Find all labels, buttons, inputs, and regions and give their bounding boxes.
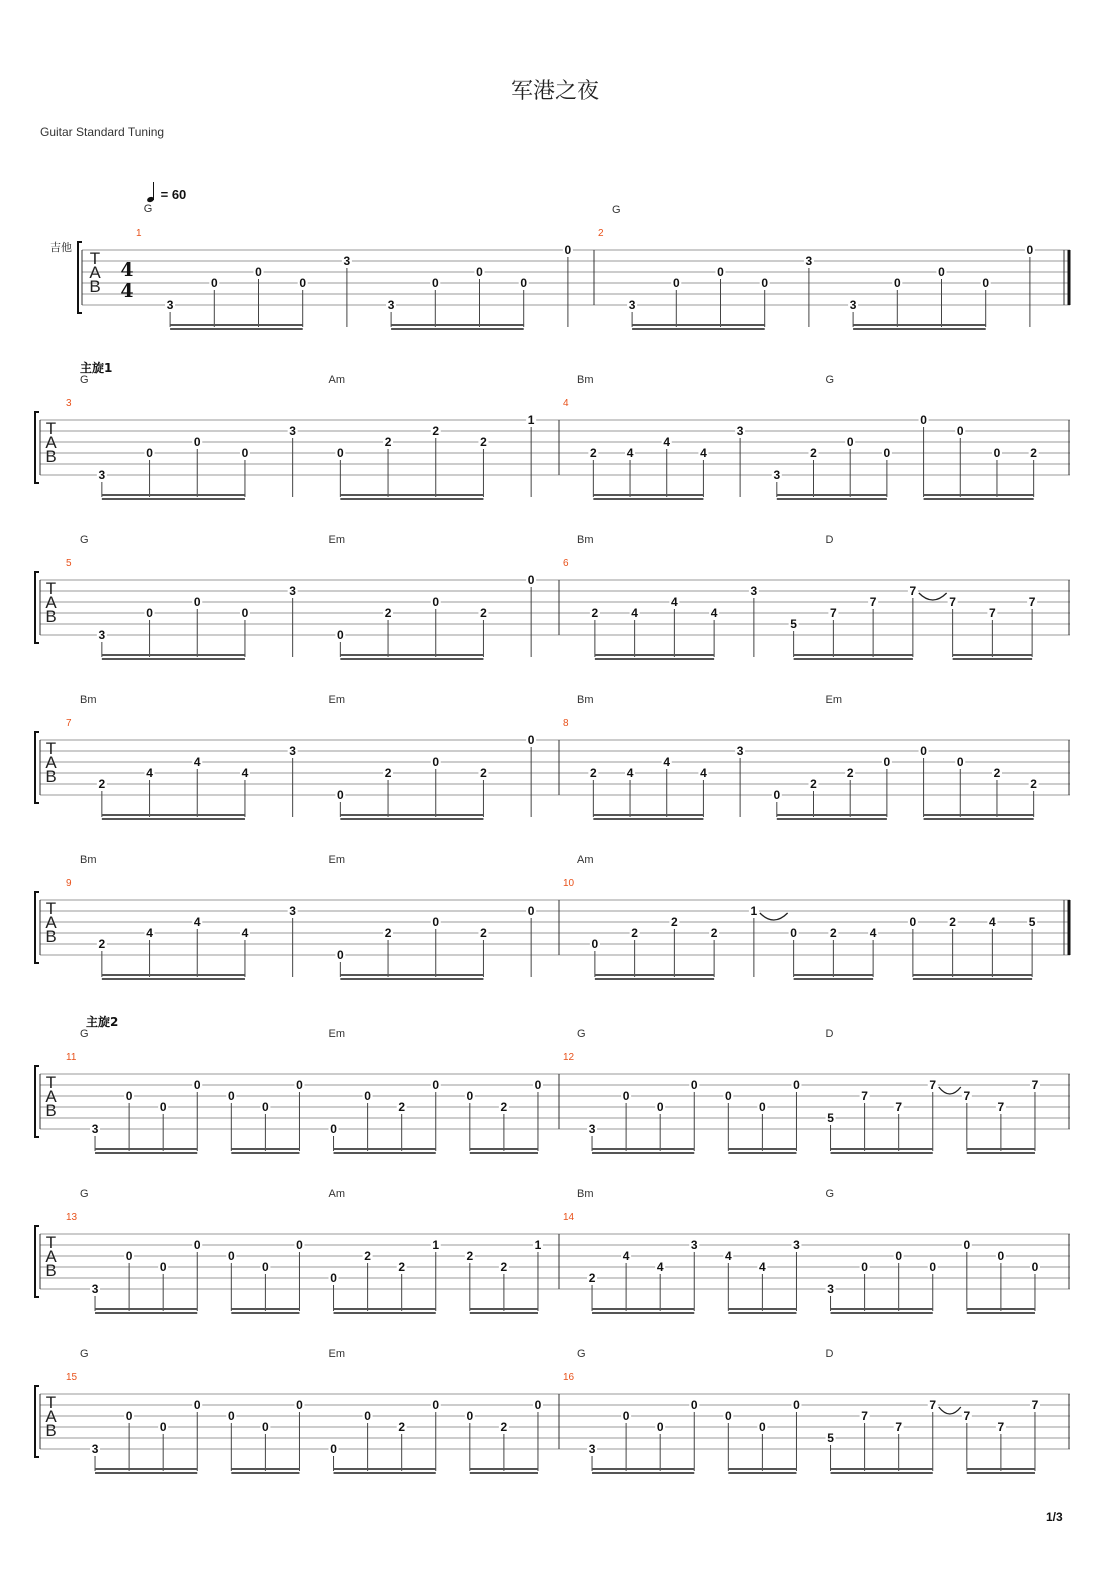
fret-number: 3 (736, 744, 744, 758)
chord-symbol: Em (328, 1348, 345, 1360)
fret-number: 0 (883, 755, 891, 769)
fret-number: 2 (846, 766, 854, 780)
fret-number: 0 (759, 1100, 766, 1114)
chord-symbol: G (612, 204, 621, 216)
fret-number: 3 (91, 1442, 99, 1456)
fret-number: 0 (527, 904, 535, 918)
tab-clef-letter: A (45, 433, 57, 452)
fret-number: 2 (830, 926, 837, 940)
fret-number: 0 (527, 733, 535, 747)
fret-number: 4 (626, 446, 634, 460)
measure-number: 10 (563, 878, 575, 889)
chord-symbol: Em (328, 534, 345, 546)
fret-number: 0 (193, 435, 201, 449)
tab-clef-letter: A (45, 1247, 57, 1266)
fret-number: 0 (690, 1078, 698, 1092)
fret-number: 0 (262, 1100, 269, 1114)
fret-number: 1 (534, 1238, 542, 1252)
fret-number: 0 (466, 1409, 474, 1423)
tab-clef-letter: A (45, 1407, 57, 1426)
fret-number: 7 (949, 595, 956, 609)
fret-number: 0 (432, 755, 440, 769)
fret-number: 2 (480, 926, 487, 940)
fret-number: 3 (805, 254, 813, 268)
measure-number: 3 (66, 398, 72, 409)
chord-symbol: Am (577, 854, 594, 866)
fret-number: 0 (125, 1249, 133, 1263)
fret-number: 0 (193, 1398, 201, 1412)
fret-number: 0 (1026, 243, 1034, 257)
fret-number: 0 (993, 446, 1001, 460)
fret-number: 3 (849, 298, 857, 312)
chord-symbol: Bm (80, 854, 97, 866)
tie-arc (939, 1087, 961, 1094)
fret-number: 2 (500, 1420, 508, 1434)
tab-clef-letter: B (45, 1421, 57, 1440)
chord-symbol: G (80, 1028, 89, 1040)
measure-number: 13 (66, 1212, 78, 1223)
fret-number: 0 (125, 1409, 133, 1423)
fret-number: 0 (330, 1442, 337, 1456)
chord-symbol: G (825, 374, 835, 386)
chord-symbol: G (80, 534, 89, 546)
chord-symbol: Bm (577, 534, 594, 546)
fret-number: 2 (398, 1420, 406, 1434)
fret-number: 5 (790, 617, 797, 631)
fret-number: 4 (193, 755, 201, 769)
tab-clef-letter: T (45, 1233, 57, 1252)
fret-number: 7 (909, 584, 917, 598)
fret-number: 0 (893, 276, 901, 290)
measure-number: 14 (563, 1212, 575, 1223)
measure-number: 7 (66, 718, 72, 729)
tab-clef-letter: B (45, 927, 57, 946)
system-bracket (35, 412, 39, 483)
fret-number: 0 (296, 1398, 303, 1412)
fret-number: 0 (159, 1420, 167, 1434)
fret-number: 4 (671, 595, 678, 609)
chord-symbol: D (825, 534, 834, 546)
fret-number: 0 (846, 435, 854, 449)
fret-number: 0 (909, 915, 917, 929)
fret-number: 3 (289, 904, 296, 918)
fret-number: 0 (296, 1238, 303, 1252)
fret-number: 0 (690, 1398, 698, 1412)
fret-number: 0 (656, 1420, 664, 1434)
fret-number: 2 (98, 937, 106, 951)
fret-number: 0 (534, 1398, 542, 1412)
fret-number: 7 (895, 1420, 903, 1434)
fret-number: 0 (997, 1249, 1005, 1263)
chord-symbol: G (577, 1028, 586, 1040)
fret-number: 3 (289, 744, 296, 758)
fret-number: 4 (622, 1249, 630, 1263)
fret-number: 0 (591, 937, 599, 951)
fret-number: 3 (628, 298, 636, 312)
fret-number: 7 (929, 1398, 937, 1412)
fret-number: 0 (672, 276, 680, 290)
tab-clef-letter: A (45, 753, 57, 772)
chord-symbol: Bm (577, 1188, 594, 1200)
fret-number: 0 (534, 1078, 542, 1092)
measure-number: 9 (66, 878, 72, 889)
fret-number: 0 (724, 1409, 732, 1423)
fret-number: 0 (337, 628, 344, 642)
fret-number: 7 (869, 595, 877, 609)
fret-number: 0 (717, 265, 724, 279)
chord-symbol: Bm (80, 694, 97, 706)
tab-clef-letter: T (45, 1073, 57, 1092)
fret-number: 2 (590, 446, 597, 460)
tab-clef-letter: T (45, 1393, 57, 1412)
fret-number: 0 (227, 1089, 235, 1103)
fret-number: 7 (963, 1089, 971, 1103)
fret-number: 3 (387, 298, 395, 312)
fret-number: 0 (895, 1249, 903, 1263)
fret-number: 0 (299, 276, 307, 290)
fret-number: 7 (861, 1409, 868, 1423)
fret-number: 0 (364, 1089, 371, 1103)
fret-number: 0 (227, 1249, 235, 1263)
fret-number: 0 (255, 265, 262, 279)
fret-number: 2 (500, 1260, 508, 1274)
chord-symbol: Am (328, 1188, 345, 1200)
fret-number: 4 (989, 915, 996, 929)
measure-number: 6 (563, 558, 569, 569)
tab-clef-letter: T (45, 419, 57, 438)
tab-clef-letter: T (89, 249, 101, 268)
fret-number: 0 (432, 1078, 440, 1092)
system-bracket (35, 892, 39, 963)
measure-number: 16 (563, 1372, 575, 1383)
tab-clef-letter: A (45, 593, 57, 612)
tempo-chord-label: G (143, 203, 153, 215)
fret-number: 2 (398, 1100, 406, 1114)
fret-number: 5 (827, 1431, 834, 1445)
fret-number: 0 (1031, 1260, 1039, 1274)
fret-number: 2 (710, 926, 718, 940)
tab-clef-letter: A (89, 263, 101, 282)
chord-symbol: D (825, 1028, 834, 1040)
fret-number: 4 (626, 766, 634, 780)
fret-number: 0 (520, 276, 528, 290)
chord-symbol: G (825, 1188, 835, 1200)
fret-number: 0 (527, 573, 535, 587)
fret-number: 0 (773, 788, 781, 802)
fret-number: 4 (146, 766, 153, 780)
fret-number: 2 (1030, 777, 1037, 791)
fret-number: 4 (241, 926, 249, 940)
fret-number: 2 (398, 1260, 406, 1274)
fret-number: 3 (98, 628, 106, 642)
tab-clef-letter: B (45, 1101, 57, 1120)
fret-number: 0 (793, 1078, 800, 1092)
tab-clef-letter: A (45, 1087, 57, 1106)
system-bracket (35, 1066, 39, 1137)
fret-number: 7 (861, 1089, 868, 1103)
fret-number: 0 (330, 1122, 337, 1136)
fret-number: 5 (827, 1111, 834, 1125)
time-signature-bottom: 4 (120, 280, 134, 302)
fret-number: 1 (432, 1238, 440, 1252)
fret-number: 0 (193, 1238, 201, 1252)
fret-number: 3 (690, 1238, 698, 1252)
measure-number: 4 (563, 398, 569, 409)
fret-number: 0 (432, 915, 440, 929)
fret-number: 3 (793, 1238, 800, 1252)
fret-number: 2 (466, 1249, 474, 1263)
fret-number: 4 (146, 926, 153, 940)
chord-symbol: D (825, 1348, 834, 1360)
chord-symbol: G (80, 374, 89, 386)
fret-number: 0 (759, 1420, 766, 1434)
time-signature-top: 4 (120, 259, 134, 281)
fret-number: 7 (1031, 1398, 1039, 1412)
fret-number: 3 (91, 1122, 99, 1136)
fret-number: 2 (480, 435, 487, 449)
fret-number: 3 (343, 254, 351, 268)
measure-number: 2 (598, 228, 604, 239)
tab-clef-letter: B (45, 1261, 57, 1280)
chord-symbol: G (577, 1348, 586, 1360)
fret-number: 0 (262, 1260, 269, 1274)
tab-clef-letter: B (45, 767, 57, 786)
fret-number: 4 (663, 435, 671, 449)
fret-number: 0 (262, 1420, 269, 1434)
fret-number: 5 (1028, 915, 1036, 929)
fret-number: 0 (883, 446, 891, 460)
fret-number: 2 (384, 926, 392, 940)
tab-clef-letter: B (89, 277, 101, 296)
measure-number: 15 (66, 1372, 78, 1383)
fret-number: 4 (663, 755, 671, 769)
system-bracket (35, 572, 39, 643)
fret-number: 1 (527, 413, 535, 427)
fret-number: 0 (241, 606, 249, 620)
fret-number: 0 (956, 424, 964, 438)
fret-number: 7 (1028, 595, 1036, 609)
fret-number: 0 (929, 1260, 937, 1274)
fret-number: 7 (963, 1409, 971, 1423)
fret-number: 2 (432, 424, 440, 438)
fret-number: 0 (793, 1398, 800, 1412)
fret-number: 0 (761, 276, 769, 290)
fret-number: 3 (773, 468, 781, 482)
fret-number: 0 (656, 1100, 664, 1114)
fret-number: 4 (710, 606, 718, 620)
tab-clef-letter: B (45, 607, 57, 626)
tuning-label: Guitar Standard Tuning (40, 125, 165, 139)
chord-symbol: Bm (577, 694, 594, 706)
fret-number: 0 (125, 1089, 133, 1103)
chord-symbol: Am (328, 374, 345, 386)
tab-clef-letter: B (45, 447, 57, 466)
fret-number: 0 (963, 1238, 971, 1252)
fret-number: 7 (895, 1100, 903, 1114)
song-title: 军港之夜 (510, 79, 599, 104)
fret-number: 0 (337, 948, 344, 962)
fret-number: 0 (337, 788, 344, 802)
fret-number: 0 (920, 413, 927, 427)
fret-number: 4 (631, 606, 638, 620)
fret-number: 2 (500, 1100, 508, 1114)
fret-number: 0 (431, 276, 439, 290)
tab-clef-letter: T (45, 899, 57, 918)
fret-number: 0 (861, 1260, 868, 1274)
instrument-name: 吉他 (50, 241, 72, 254)
fret-number: 2 (993, 766, 1001, 780)
system-bracket (78, 242, 82, 313)
tab-clef-letter: T (45, 739, 57, 758)
tab-clef-letter: A (45, 913, 57, 932)
fret-number: 0 (193, 595, 201, 609)
fret-number: 2 (384, 606, 392, 620)
measure-number: 11 (66, 1052, 77, 1063)
section-label: 主旋2 (86, 1015, 119, 1029)
page-number: 1/3 (1046, 1510, 1063, 1524)
fret-number: 2 (810, 777, 817, 791)
tempo-value: = 60 (160, 187, 187, 202)
chord-symbol: Em (328, 854, 345, 866)
fret-number: 0 (227, 1409, 235, 1423)
fret-number: 7 (997, 1420, 1005, 1434)
fret-number: 4 (724, 1249, 732, 1263)
system-bracket (35, 1226, 39, 1297)
fret-number: 0 (938, 265, 945, 279)
fret-number: 7 (989, 606, 996, 620)
fret-number: 0 (982, 276, 990, 290)
fret-number: 2 (631, 926, 638, 940)
fret-number: 0 (622, 1089, 630, 1103)
fret-number: 7 (1031, 1078, 1039, 1092)
fret-number: 3 (98, 468, 106, 482)
fret-number: 3 (91, 1282, 99, 1296)
fret-number: 2 (591, 606, 599, 620)
fret-number: 2 (949, 915, 956, 929)
fret-number: 4 (656, 1260, 664, 1274)
fret-number: 0 (330, 1271, 337, 1285)
measure-number: 12 (563, 1052, 575, 1063)
fret-number: 0 (146, 606, 153, 620)
fret-number: 3 (289, 584, 296, 598)
fret-number: 0 (724, 1089, 732, 1103)
fret-number: 2 (384, 435, 392, 449)
fret-number: 0 (193, 1078, 201, 1092)
fret-number: 0 (159, 1100, 167, 1114)
fret-number: 0 (159, 1260, 167, 1274)
chord-symbol: Em (825, 694, 842, 706)
tab-clef-letter: T (45, 579, 57, 598)
fret-number: 0 (337, 446, 344, 460)
fret-number: 4 (869, 926, 877, 940)
measure-number: 1 (136, 228, 142, 239)
fret-number: 3 (827, 1282, 834, 1296)
chord-symbol: G (80, 1348, 89, 1360)
fret-number: 0 (241, 446, 249, 460)
fret-number: 0 (432, 595, 440, 609)
fret-number: 4 (700, 766, 707, 780)
fret-number: 2 (480, 606, 487, 620)
chord-symbol: Bm (577, 374, 594, 386)
fret-number: 0 (432, 1398, 440, 1412)
fret-number: 2 (364, 1249, 371, 1263)
fret-number: 7 (929, 1078, 937, 1092)
fret-number: 1 (750, 904, 758, 918)
tie-arc (760, 913, 788, 920)
tie-arc (919, 593, 947, 600)
fret-number: 2 (480, 766, 487, 780)
fret-number: 3 (750, 584, 758, 598)
fret-number: 0 (790, 926, 797, 940)
fret-number: 4 (700, 446, 707, 460)
fret-number: 4 (193, 915, 201, 929)
system-bracket (35, 732, 39, 803)
fret-number: 0 (920, 744, 927, 758)
fret-number: 4 (759, 1260, 766, 1274)
fret-number: 7 (997, 1100, 1005, 1114)
fret-number: 0 (956, 755, 964, 769)
section-label: 主旋1 (80, 361, 113, 375)
fret-number: 0 (476, 265, 483, 279)
system-bracket (35, 1386, 39, 1457)
fret-number: 2 (98, 777, 106, 791)
fret-number: 0 (564, 243, 572, 257)
fret-number: 3 (166, 298, 174, 312)
fret-number: 3 (289, 424, 296, 438)
tie-arc (939, 1407, 961, 1414)
fret-number: 2 (590, 766, 597, 780)
fret-number: 0 (364, 1409, 371, 1423)
chord-symbol: Em (328, 694, 345, 706)
measure-number: 5 (66, 558, 72, 569)
fret-number: 0 (466, 1089, 474, 1103)
fret-number: 2 (810, 446, 817, 460)
chord-symbol: G (80, 1188, 89, 1200)
fret-number: 2 (671, 915, 678, 929)
measure-number: 8 (563, 718, 569, 729)
fret-number: 7 (830, 606, 837, 620)
fret-number: 0 (296, 1078, 303, 1092)
chord-symbol: Em (328, 1028, 345, 1040)
fret-number: 0 (622, 1409, 630, 1423)
fret-number: 3 (588, 1442, 596, 1456)
fret-number: 0 (146, 446, 153, 460)
fret-number: 2 (588, 1271, 596, 1285)
fret-number: 2 (1030, 446, 1037, 460)
fret-number: 3 (588, 1122, 596, 1136)
fret-number: 2 (384, 766, 392, 780)
fret-number: 4 (241, 766, 249, 780)
fret-number: 0 (210, 276, 218, 290)
fret-number: 3 (736, 424, 744, 438)
